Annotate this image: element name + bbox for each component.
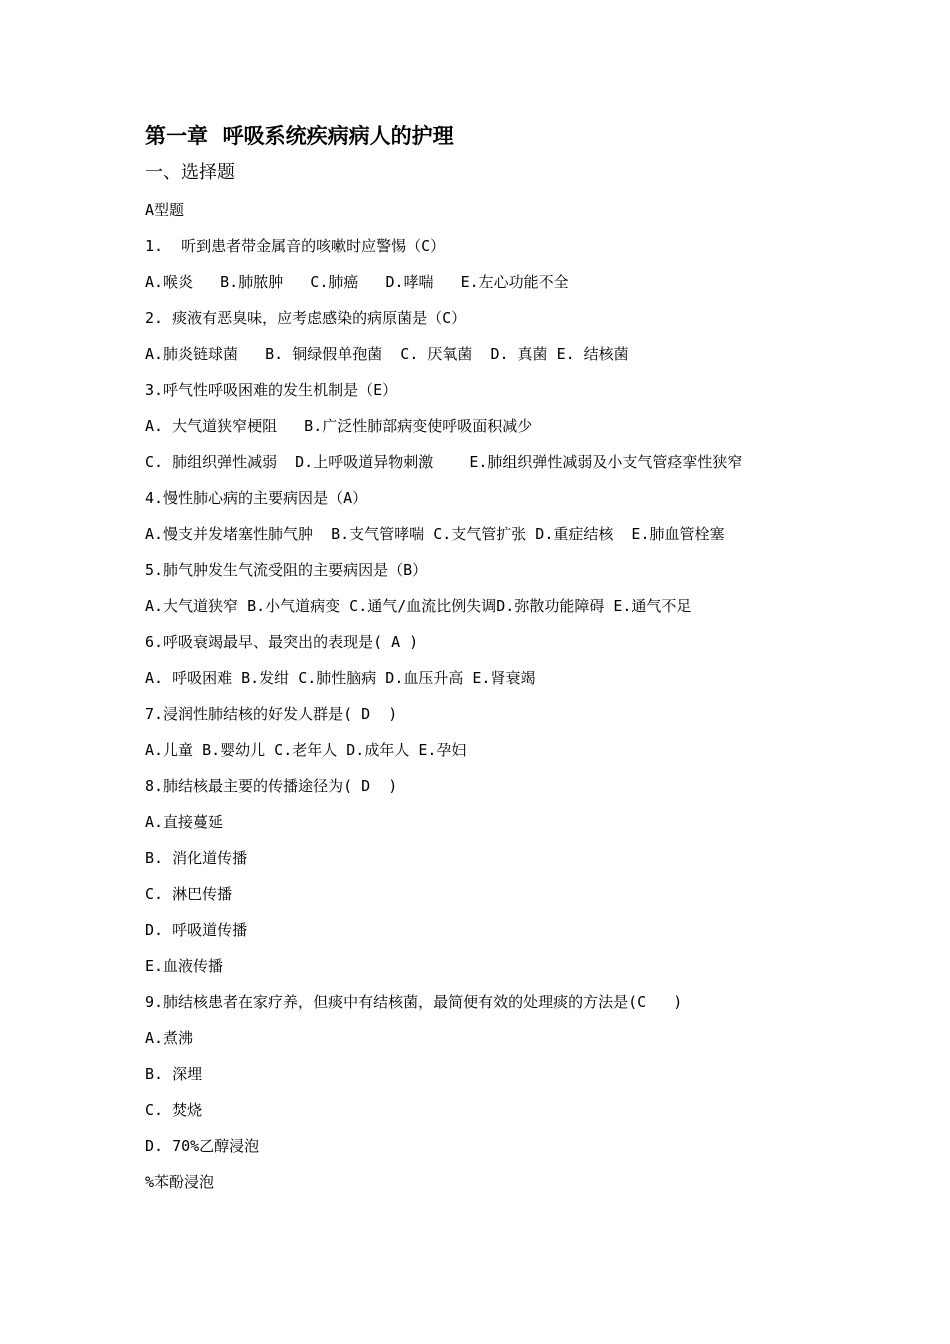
document-line: E.血液传播 bbox=[145, 957, 224, 975]
document-line: 1. 听到患者带金属音的咳嗽时应警惕（C） bbox=[145, 237, 446, 255]
document-line: A. 大气道狭窄梗阻 B.广泛性肺部病变使呼吸面积减少 bbox=[145, 417, 533, 435]
document-line: %苯酚浸泡 bbox=[145, 1173, 215, 1191]
document-line: A.直接蔓延 bbox=[145, 813, 224, 831]
document-line: 3.呼气性呼吸困难的发生机制是（E） bbox=[145, 381, 398, 399]
document-line: A. 呼吸困难 B.发绀 C.肺性脑病 D.血压升高 E.肾衰竭 bbox=[145, 669, 536, 687]
document-line: A.喉炎 B.肺脓肿 C.肺癌 D.哮喘 E.左心功能不全 bbox=[145, 273, 569, 291]
document-line: 4.慢性肺心病的主要病因是（A） bbox=[145, 489, 368, 507]
document-page bbox=[145, 118, 925, 1200]
document-line: C. 淋巴传播 bbox=[145, 885, 233, 903]
document-line: A.儿童 B.婴幼儿 C.老年人 D.成年人 E.孕妇 bbox=[145, 741, 467, 759]
document-line: C. 焚烧 bbox=[145, 1101, 203, 1119]
question-list bbox=[145, 192, 925, 1200]
document-line: 9.肺结核患者在家疗养，但痰中有结核菌，最简便有效的处理痰的方法是(C ) bbox=[145, 993, 683, 1011]
document-line: A.慢支并发堵塞性肺气肿 B.支气管哮喘 C.支气管扩张 D.重症结核 E.肺血管栓塞 bbox=[145, 525, 725, 543]
section-title: 一、选择题 bbox=[145, 162, 235, 183]
document-line: D. 70%乙醇浸泡 bbox=[145, 1137, 260, 1155]
document-line: A型题 bbox=[145, 201, 185, 219]
document-line: 2. 痰液有恶臭味，应考虑感染的病原菌是（C） bbox=[145, 309, 467, 327]
document-line: B. 消化道传播 bbox=[145, 849, 248, 867]
document-line: A.煮沸 bbox=[145, 1029, 194, 1047]
document-line: C. 肺组织弹性减弱 D.上呼吸道异物刺激 E.肺组织弹性减弱及小支气管痉挛性狭窄 bbox=[145, 453, 743, 471]
document-line: D. 呼吸道传播 bbox=[145, 921, 248, 939]
document-line: B. 深埋 bbox=[145, 1065, 203, 1083]
document-line: A.肺炎链球菌 B. 铜绿假单孢菌 C. 厌氧菌 D. 真菌 E. 结核菌 bbox=[145, 345, 629, 363]
document-line: A.大气道狭窄 B.小气道病变 C.通气/血流比例失调D.弥散功能障碍 E.通气不足 bbox=[145, 597, 692, 615]
document-line: 6.呼吸衰竭最早、最突出的表现是( A ) bbox=[145, 633, 419, 651]
document-line: 5.肺气肿发生气流受阻的主要病因是（B） bbox=[145, 561, 428, 579]
chapter-title: 第一章 呼吸系统疾病病人的护理 bbox=[145, 124, 454, 148]
document-line: 7.浸润性肺结核的好发人群是( D ) bbox=[145, 705, 398, 723]
document-line: 8.肺结核最主要的传播途径为( D ) bbox=[145, 777, 398, 795]
